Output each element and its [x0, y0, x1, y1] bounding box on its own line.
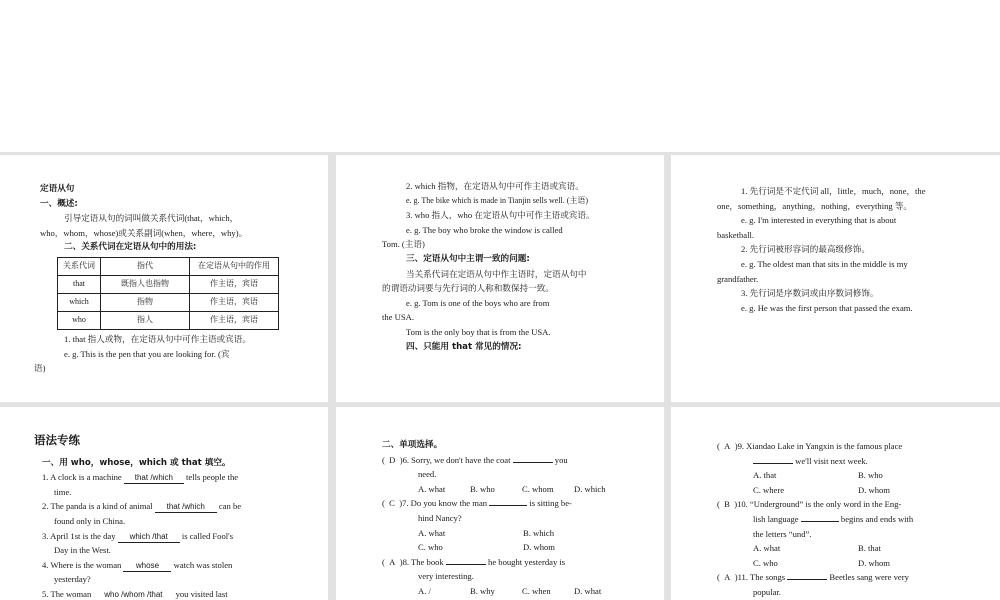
text-line: Tom is the only boy that is from the USA.	[406, 326, 551, 337]
option-a[interactable]: A. what	[418, 527, 446, 538]
option-c[interactable]: C. who	[418, 542, 443, 553]
text-line: 1. 先行词是不定代词 all，little，much，none，the	[741, 186, 926, 196]
question-text: popular.	[753, 586, 781, 597]
table-cell: 作主语，宾语	[190, 275, 279, 293]
question-text: 2. The panda is a kind of animal	[42, 501, 153, 512]
table-header: 在定语从句中的作用	[190, 257, 279, 275]
table-cell: 指物	[101, 293, 190, 311]
table-cell: 作主语，宾语	[190, 311, 279, 329]
text-line: 2. which 指物，在定语从句中可作主语或宾语。	[406, 181, 584, 191]
table-row	[58, 275, 279, 293]
text-line: 3. 先行词是序数词或由序数词修饰。	[741, 288, 879, 299]
relative-pronoun-table	[57, 257, 279, 330]
option-row	[717, 541, 967, 556]
question-text: Do you know the man	[410, 498, 488, 509]
slide-panel-2	[336, 155, 664, 402]
list-item	[42, 529, 284, 558]
option-a[interactable]: A. /	[418, 585, 431, 596]
question-text: Beetles sang were very	[829, 572, 909, 583]
section-heading: 一、用 who，whose，which 或 that 填空。	[42, 457, 231, 468]
slide-panel-6	[671, 407, 1000, 600]
table-header: 指代	[101, 257, 190, 275]
option-d[interactable]: D. whom	[523, 542, 555, 553]
option-d[interactable]: D. whom	[858, 484, 890, 495]
question-text: need.	[418, 469, 437, 480]
text-line: e. g. I'm interested in everything that is about	[741, 215, 897, 226]
answer-blank[interactable]	[753, 463, 793, 464]
question-text: very interesting.	[418, 571, 474, 582]
text-line: 2. 先行词被形容词的最高级修饰。	[741, 244, 870, 255]
option-d[interactable]: D. which	[574, 483, 606, 494]
question-text: time.	[54, 486, 72, 497]
answer-blank[interactable]: that /which	[155, 501, 217, 513]
list-item	[42, 470, 284, 499]
question-text: we'll visit next week.	[795, 455, 868, 466]
text-line: one，something，anything，nothing，everything 等。	[717, 200, 913, 211]
question-text: 4. Where is the woman	[42, 559, 122, 570]
question-text: the letters “und”.	[753, 528, 812, 539]
option-c[interactable]: C. who	[753, 557, 778, 568]
question-text: you visited last	[175, 588, 228, 599]
answer-blank[interactable]	[801, 521, 839, 522]
option-b[interactable]: B. why	[470, 585, 495, 596]
question-item: ( D )6. Sorry, we don't have the coat you need. A. what B. who C. whom D. which	[382, 453, 622, 497]
option-a[interactable]: A. that	[753, 470, 777, 481]
list-item	[42, 499, 284, 528]
text-line: e. g. The boy who broke the window is called	[406, 224, 563, 235]
text-line: 的谓语动词要与先行词的人称和数保持一致。	[382, 283, 554, 294]
option-row	[382, 526, 622, 541]
text-line: 语)	[34, 363, 46, 374]
section-heading: 四、只能用 that 常见的情况:	[406, 341, 522, 352]
question-text: 5. The woman	[42, 588, 92, 599]
option-row	[382, 482, 622, 497]
table-cell: who	[58, 311, 101, 329]
answer-blank[interactable]	[513, 462, 553, 463]
text-line: 引导定语从句的词叫做关系代词(that，which，	[64, 213, 239, 224]
option-c[interactable]: C. when	[522, 585, 551, 596]
answer-choice[interactable]: A	[724, 572, 731, 583]
question-text: is called Fool's	[181, 530, 234, 541]
slide-panel-4	[0, 407, 328, 600]
question-text: watch was stolen	[173, 559, 233, 570]
answer-blank[interactable]	[787, 579, 827, 580]
question-text: Day in the West.	[54, 545, 111, 556]
question-text: 3. April 1st is the day	[42, 530, 116, 541]
option-c[interactable]: C. whom	[522, 483, 554, 494]
question-text: The songs	[750, 572, 786, 583]
question-number: 8	[402, 556, 407, 567]
table-cell: 作主语，宾语	[190, 293, 279, 311]
question-text: found only in China.	[54, 515, 126, 526]
option-row	[382, 584, 622, 599]
section-title: 定语从句	[40, 184, 75, 194]
table-row	[58, 293, 279, 311]
question-text: tells people the	[186, 472, 239, 483]
section-heading: 二、单项选择。	[382, 440, 443, 450]
text-line: 1. that 指人或物，在定语从句中可作主语或宾语。	[64, 333, 251, 344]
question-item: ( A )11. The songs Beetles sang were very popular.	[717, 570, 967, 599]
question-item: ( C )7. Do you know the man is sitting be- hind Nancy? A. what B. which C. who D. whom	[382, 496, 622, 554]
list-item	[42, 587, 284, 600]
question-text: 1. A clock is a machine	[42, 472, 122, 483]
text-line: e. g. He was the first person that passed the exam.	[741, 302, 913, 313]
answer-blank[interactable]	[446, 564, 486, 565]
text-line: e. g. The oldest man that sits in the middle is my	[741, 258, 908, 269]
option-c[interactable]: C. where	[753, 484, 785, 495]
text-line: who，whom，whose)或关系副词(when，where，why)。	[40, 227, 248, 238]
question-number: 10	[737, 499, 746, 510]
answer-blank[interactable]: that /which	[124, 472, 184, 484]
question-number: 9	[737, 441, 742, 451]
question-item: ( A )8. The book he bought yesterday is very interesting. A. / B. why C. when D. what	[382, 555, 622, 599]
text-line: e. g. The bike which is made in Tianjin sells well. (主语)	[406, 195, 589, 205]
text-line: basketball.	[717, 229, 754, 240]
answer-blank[interactable]	[489, 505, 527, 506]
question-text: Sorry, we don't have the coat	[411, 454, 511, 465]
section-heading: 三、定语从句中主谓一致的问题:	[406, 253, 530, 264]
answer-choice[interactable]: D	[389, 454, 396, 465]
option-row	[717, 556, 967, 571]
option-b[interactable]: B. who	[470, 483, 495, 494]
text-line: 当关系代词在定语从句中作主语时，定语从句中	[406, 268, 587, 279]
question-item: ( B )10. “Underground” is the only word in the Eng- lish language begins and ends with the letters “und”. A. what B. that C. who D. whom	[717, 497, 967, 570]
text-line: e. g. Tom is one of the boys who are from	[406, 297, 550, 308]
option-b[interactable]: B. who	[858, 470, 883, 481]
table-cell: 指人	[101, 311, 190, 329]
question-text: “Underground” is the only word in the Eng-	[749, 499, 902, 510]
slide-panel-5	[336, 407, 664, 600]
question-number: 7	[402, 498, 407, 509]
section-heading: 一、概述:	[40, 198, 78, 209]
option-row	[717, 468, 967, 483]
question-text: is sitting be-	[529, 498, 572, 509]
text-line: Tom. (主语)	[382, 239, 425, 250]
text-line: 3. who 指人，who 在定语从句中可作主语或宾语。	[406, 210, 595, 221]
answer-blank[interactable]: who /whom /that	[93, 589, 173, 600]
question-item: ( A )9. Xiandao Lake in Yangxin is the famous place we'll visit next week. A. that B. who C. where D. whom	[717, 439, 967, 497]
question-number: 6	[402, 454, 407, 465]
text-line: grandfather.	[717, 273, 759, 284]
answer-choice[interactable]: B	[724, 499, 730, 510]
option-row	[382, 540, 622, 555]
fill-blank-list	[34, 470, 284, 600]
table-row	[58, 311, 279, 329]
question-text: can be	[218, 501, 242, 512]
option-b[interactable]: B. which	[523, 527, 555, 538]
text-line: e. g. This is the pen that you are looking for. (宾	[64, 348, 230, 359]
question-text: yesterday?	[54, 574, 91, 585]
question-text: hind Nancy?	[418, 512, 462, 523]
option-b[interactable]: B. that	[858, 543, 881, 554]
slide-panel-3	[671, 155, 1000, 402]
table-cell: 既指人也指物	[101, 275, 190, 293]
option-row	[717, 483, 967, 498]
question-text: lish language	[753, 513, 799, 524]
answer-choice[interactable]: A	[389, 556, 396, 567]
question-text: Xiandao Lake in Yangxin is the famous place	[746, 441, 903, 451]
slide-panel-1	[0, 155, 328, 402]
section-title: 语法专练	[34, 433, 80, 447]
question-text: begins and ends with	[840, 513, 914, 524]
table-cell: that	[58, 275, 101, 293]
section-heading: 二、关系代词在定语从句中的用法:	[64, 242, 197, 253]
option-d[interactable]: D. what	[574, 585, 602, 596]
question-text: you	[554, 454, 568, 465]
answer-blank[interactable]: whose	[123, 560, 171, 572]
answer-choice[interactable]: C	[389, 498, 395, 509]
text-line: the USA.	[382, 312, 414, 323]
table-cell: which	[58, 293, 101, 311]
answer-choice[interactable]: A	[724, 441, 731, 451]
option-d[interactable]: D. whom	[858, 557, 890, 568]
option-a[interactable]: A. what	[418, 483, 446, 494]
option-a[interactable]: A. what	[753, 543, 781, 554]
question-text: The book	[411, 556, 444, 567]
question-text: he bought yesterday is	[488, 556, 566, 567]
list-item	[42, 558, 284, 587]
table-header: 关系代词	[58, 257, 101, 275]
question-number: 11	[737, 572, 746, 583]
answer-blank[interactable]: which /that	[118, 531, 180, 543]
